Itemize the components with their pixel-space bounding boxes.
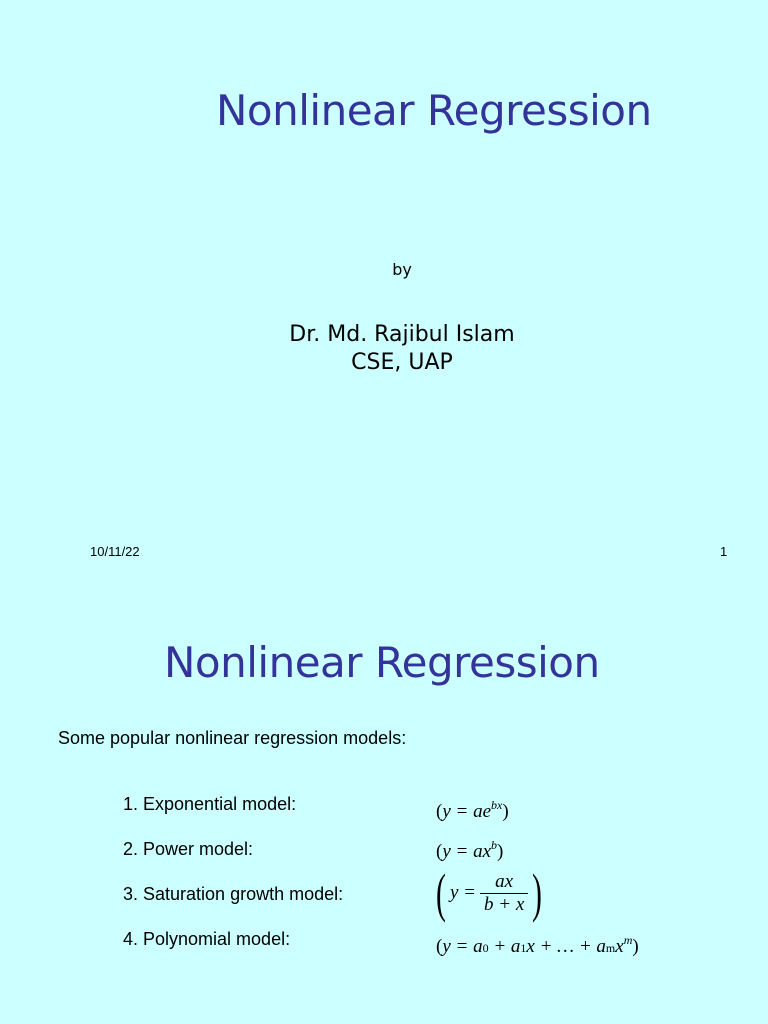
fraction: $\frac{ax}{b + x}$ <box>480 871 528 916</box>
formula-exponential: $(y = ae^{bx})$ <box>436 798 509 822</box>
author-name: Dr. Md. Rajibul Islam <box>289 322 515 347</box>
slide-title: Nonlinear Regression <box>216 86 652 135</box>
by-line: by <box>392 260 412 279</box>
formula-polynomial: (y = a0 + a1x + … + amx$^m$) <box>436 933 639 957</box>
model-label-polynomial: 4. Polynomial model: <box>123 929 291 949</box>
author-affiliation: CSE, UAP <box>351 350 453 375</box>
formula-saturation: ( y = $\frac{ax}{b + x}$ ) <box>436 863 543 923</box>
intro-text: Some popular nonlinear regression models: <box>58 728 407 748</box>
slide-2 <box>0 576 768 1024</box>
slide-title: Nonlinear Regression <box>164 638 600 687</box>
slide-number: 1 <box>720 544 728 559</box>
model-label-saturation: 3. Saturation growth model: <box>123 884 344 904</box>
model-label-exponential: 1. Exponential model: <box>123 794 297 814</box>
formula-power: $(y = ax^b)$ <box>436 838 504 862</box>
model-label-power: 2. Power model: <box>123 839 254 859</box>
author-block <box>0 321 768 377</box>
slide-date: 10/11/22 <box>90 544 140 559</box>
